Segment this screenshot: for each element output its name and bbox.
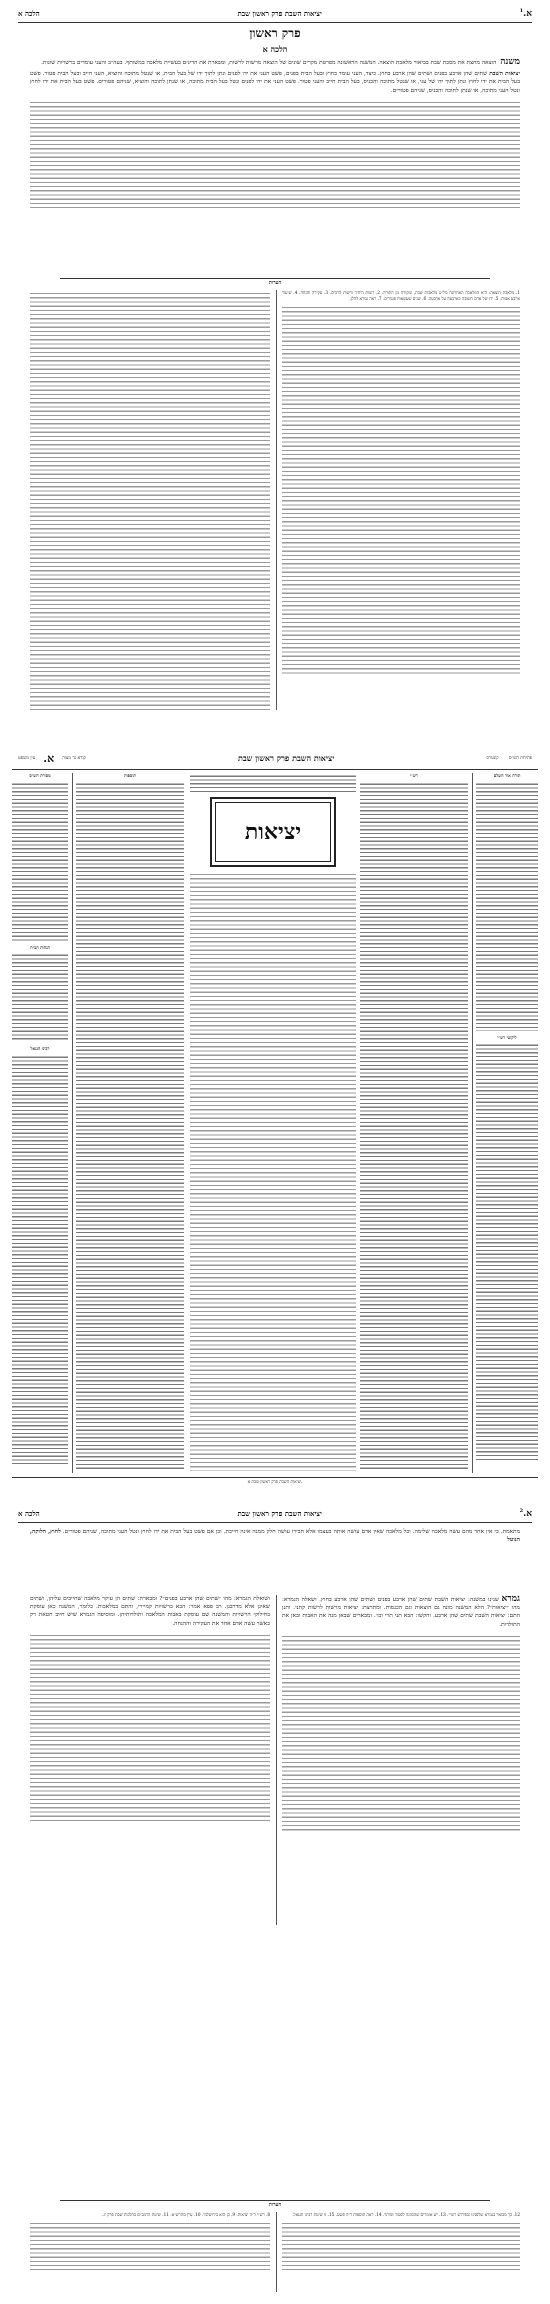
margin-label-torah-or: תורה אור השלם	[493, 773, 521, 778]
margin-label-ein-mishpat: מסורת הש״ס	[29, 773, 51, 778]
mishnah-heading: יציאות השבת	[489, 71, 520, 78]
daf-number: א.	[43, 751, 55, 765]
middle-page	[0, 745, 550, 1490]
rashi-label: רש״י	[410, 773, 418, 778]
margin-left-column	[12, 773, 68, 1473]
header-kuntres: קונטרס	[486, 756, 499, 761]
notes-column-right	[282, 290, 520, 710]
notes-bottom-left	[30, 2212, 270, 2292]
gemara-text-left: ושואלת הגמרא: מהו ״שתים שהן ארבע בפנים״? ומבארת: שתים הן עיקר מלאכה שחייבים עליהן, ושתים שאינן אלא מדרבנן. רב פפא אמר: הכא ברשויות קמיירי, והתם במלאכות. כלומר, המשנה כאן עוסקת בחילוקי הרשויות והמשנה שם עוסקת באבות המלאכה ותולדותיהן. ומוסיפה הגמרא שיש חיוב חטאת רק כאשר עשה אדם אחד את העקירה וההנחה.	[30, 1596, 270, 1627]
notes-text: 1. מלאכת הוצאה: היא המלאכה האחרונה מל״ט מלאכות שבת, ומקורה מן התורה. 2. רשות היחיד ורשות הרבים. 3. עקירה והנחה. 4. שיעור ארבע אמות. 5. ידו של אדם חשובה כארבעה על ארבעה. 6. שנים שעשאוה פטורים. 7. ראה גמרא להלן.	[282, 290, 520, 301]
gemara-center	[190, 773, 356, 1473]
running-header-center: יציאות השבת פרק ראשון שבת	[237, 8, 322, 18]
notes-right-text: 12. כך מבואר בגמרא שלפנינו ובפירוש רש״י. 13. יש אומרים שהכוונה לפטור ומותר. 14. ראה תוספות ד״ה פשט. 15. זו שיטת רבינו חננאל.	[292, 2212, 520, 2217]
rashi-column	[360, 773, 468, 1473]
mishnah-body: שתים שהן ארבע בפנים ושתים שהן ארבע בחוץ. כיצד, העני עומד בחוץ ובעל הבית בפנים, פשט העני את ידו לפנים ונתן לתוך ידו של בעל הבית, או שנטל מתוכה והוציא, העני חייב ובעל הבית פטור. פשט בעל הבית את ידו לחוץ ונתן לתוך ידו של עני, או שנטל מתוכה והכניס, בעל הבית חייב והעני פטור. פשט העני את ידו לפנים ונטל בעל הבית מתוכה, או שנתן לתוכה והוציא, שניהם פטורים. פשט בעל הבית את ידו לחוץ ונטל העני מתוכה, או שנתן לתוכה והכניס, שניהם פטורים.	[30, 71, 520, 94]
chapter-title: פרק ראשון	[249, 26, 301, 40]
gemara-text-right: שנינו במשנה: יציאות השבת שתים שהן ארבע בפנים ושתים שהן ארבע בחוץ. ושאלה הגמרא: מהו ״יציאות״? הלא המשנה מונה גם הוצאות וגם הכנסות. ומתרצת: יציאות מרשות לרשות קתני. ותנן התם: יציאות השבת שתים שהן ארבע. והקשו: הכא תני תרי וכו׳. ומבארים שבאן מנה את האבות ובאן את התולדות.	[282, 1597, 520, 1628]
notes-left-text: 8. רש״י ד״ה יציאות. 9. כן הוא בירושלמי. 10. עיין מהרש״א. 11. שיטת הרמב״ם בהלכות שבת פרק יג.	[102, 2212, 270, 2217]
running-header-left: הלכה א	[18, 8, 40, 18]
daf-footer: יציאות השבת פרק ראשון שבת א.	[247, 1479, 303, 1484]
notes-label: הערות	[268, 280, 282, 286]
opening-word: יציאות	[244, 819, 302, 845]
notes-bottom-right	[282, 2212, 520, 2292]
tosafot-label: תוספות	[124, 773, 136, 778]
intro-bold: לחוץ, הלוקה, הנוטל	[30, 1529, 520, 1544]
notes-column-left	[30, 290, 270, 710]
running-header-center-2: יציאות השבת פרק ראשון שבת	[237, 1508, 322, 1518]
top-page	[0, 0, 550, 740]
mishnah-text-lines	[30, 99, 520, 209]
margin-label-rabbeinu-chananel: רבינו חננאל	[30, 1046, 50, 1052]
header-small-right: פתיחת הש״ס	[508, 756, 532, 761]
halacha-title: הלכה א	[262, 44, 288, 54]
gemara-column-left	[30, 1595, 270, 1925]
mishnah-label: משנה	[500, 58, 520, 67]
bottom-page	[0, 1500, 550, 2300]
margin-label-likutei-rashi: ליקוטי רש״י	[497, 1034, 517, 1040]
gemara-label: גמרא	[501, 1595, 520, 1604]
gemara-column-right	[282, 1595, 520, 1925]
intro-paragraph	[30, 1528, 520, 1588]
intro-text: מתאמת. כי אין אחד מהם עשה מלאכה שלימה. וכל מלאכה שאין אדם עושה אותה בעצמו אלא חבירו עושה חלק ממנה אינה חייבת. וכן אם פשט בעל הבית את ידו לחוץ ונטל העני מתוכה, שניהם פטורים.	[62, 1529, 520, 1535]
opening-word-frame	[210, 797, 336, 867]
margin-right-column	[476, 773, 538, 1473]
header-ner-mitzva: קורא נר מצוה	[62, 756, 86, 761]
notes-label-2: הערות	[268, 2202, 282, 2208]
mishnah-intro: הוצאה מחצת את מסכת שבת בביאור מלאכת הוצאה. המשנה הראשונה מפרטת מקרים שונים של הוצאה מרשות לרשות, ומבארת את הדינים בעשיית מלאכה במשותף. בעה״ב והעני עומדים ברשויות שונות.	[41, 60, 497, 66]
mishnah-block	[30, 58, 520, 268]
tosafot-column	[76, 773, 184, 1473]
page-number-right-2: א.$^2$	[519, 1507, 532, 1519]
header-ein-mishpat: עין משפט	[18, 756, 36, 761]
daf-header-center: יציאות השבת פרק ראשון שבת	[237, 753, 335, 763]
margin-label-hagahot: הגהות הב״ח	[30, 944, 50, 950]
running-header-left-2: הלכה א	[18, 1508, 40, 1518]
page-number-right: א.$^1$	[519, 7, 532, 19]
